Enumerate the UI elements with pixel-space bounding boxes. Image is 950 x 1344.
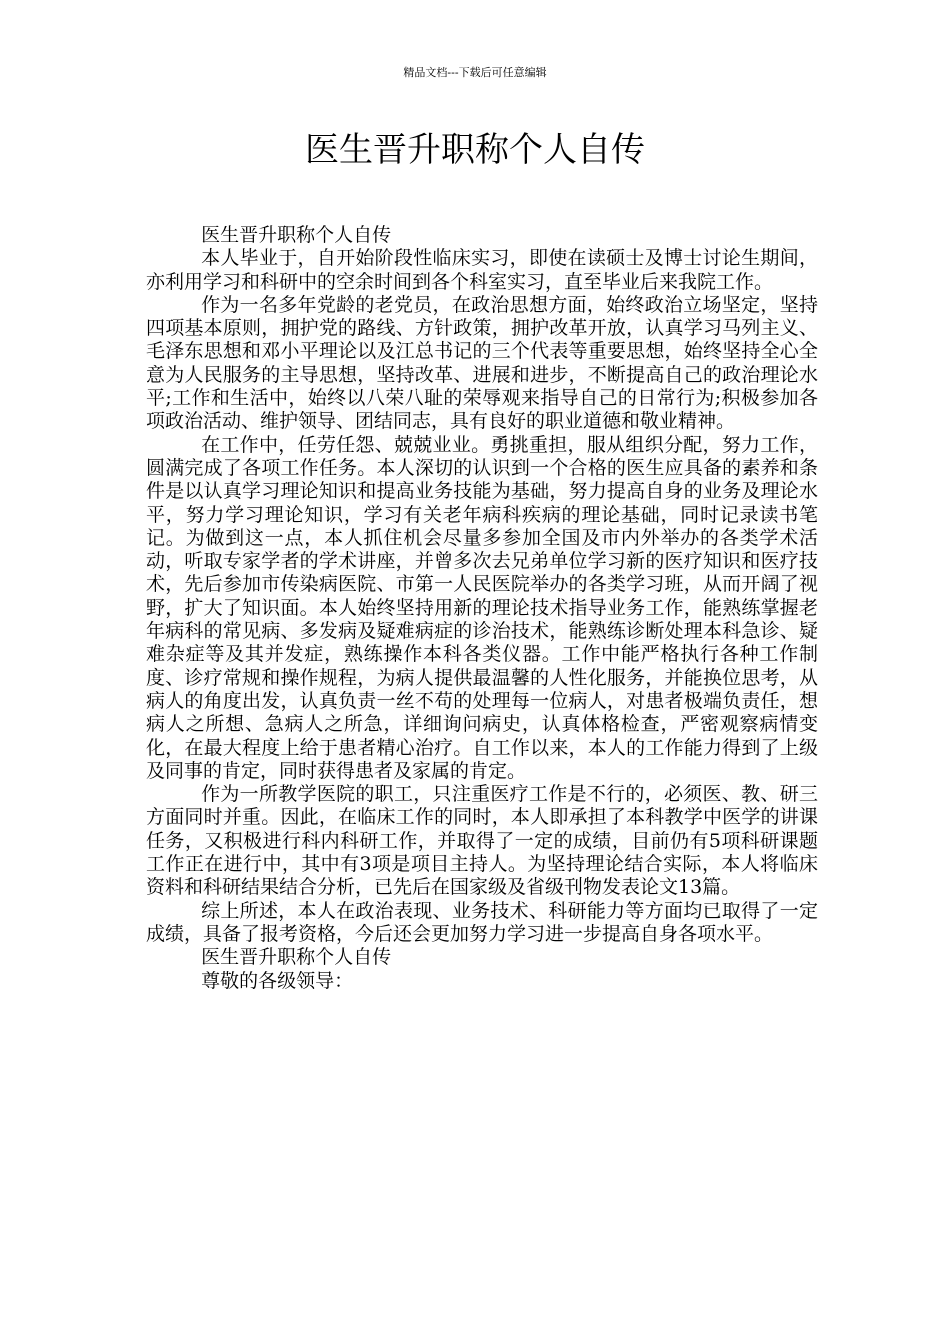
document-body — [146, 224, 818, 993]
paragraph-salutation: 尊敬的各级领导： — [201, 969, 354, 992]
paragraph-work: 在工作中，任劳任怨、兢兢业业。勇挑重担，服从组织分配，努力工作，圆满完成了各项工作任务。本人深切的认识到一个合格的医生应具备的素养和条件是以认真学习理论知识和提高业务技能为基础，努力提高自身的业务及理论水平，努力学习理论知识，学习有关老年病科疾病的理论基础，同时记录读书笔记。为做到这一点，本人抓住机会尽量多参加全国及市内外举办的各类学术活动，听取专家学者的学术讲座，并曾多次去兄弟单位学习新的医疗知识和医疗技术，先后参加市传染病医院、市第一人民医院举办的各类学习班，从而开阔了视野，扩大了知识面。本人始终坚持用新的理论技术指导业务工作，能熟练掌握老年病科的常见病、多发病及疑难病症的诊治技术，能熟练诊断处理本科急诊、疑难杂症等及其并发症，熟练操作本科各类仪器。工作中能严格执行各种工作制度、诊疗常规和操作规程，为病人提供最温馨的人性化服务，并能换位思考，从病人的角度出发，认真负责一丝不苟的处理每一位病人，对患者极端负责任，想病人之所想、急病人之所急，详细询问病史，认真体格检查，严密观察病情变化，在最大程度上给于患者精心治疗。自工作以来，本人的工作能力得到了上级及同事的肯定，同时获得患者及家属的肯定。 — [146, 433, 818, 782]
paragraph-political: 作为一名多年党龄的老党员，在政治思想方面，始终政治立场坚定，坚持四项基本原则，拥护党的路线、方针政策，拥护改革开放，认真学习马列主义、毛泽东思想和邓小平理论以及江总书记的三个代表等重要思想，始终坚持全心全意为人民服务的主导思想，坚持改革、进展和进步，不断提高自己的政治理论水平;工作和生活中，始终以八荣八耻的荣辱观来指导自己的日常行为;积极参加各项政治活动、维护领导、团结同志，具有良好的职业道德和敬业精神。 — [146, 293, 818, 433]
paragraph-teaching-research: 作为一所教学医院的职工，只注重医疗工作是不行的，必须医、教、研三方面同时并重。因此，在临床工作的同时，本人即承担了本科教学中医学的讲课任务，又积极进行科内科研工作，并取得了一定的成绩，目前仍有5项科研课题工作正在进行中，其中有3项是项目主持人。为坚持理论结合实际，本人将临床资料和科研结果结合分析，已先后在国家级及省级刊物发表论文13篇。 — [146, 783, 818, 899]
paragraph-education: 本人毕业于，自开始阶段性临床实习，即使在读硕士及博士讨论生期间，亦利用学习和科研中的空余时间到各个科室实习，直至毕业后来我院工作。 — [146, 247, 818, 293]
paragraph-second-title: 医生晋升职称个人自传 — [201, 946, 392, 969]
document-title: 医生晋升职称个人自传 — [305, 130, 645, 170]
paragraph-summary: 综上所述，本人在政治表现、业务技术、科研能力等方面均已取得了一定成绩，具备了报考资格，今后还会更加努力学习进一步提高自身各项水平。 — [146, 899, 818, 945]
paragraph-subtitle: 医生晋升职称个人自传 — [201, 224, 392, 246]
page-header-watermark: 精品文档---下载后可任意编辑 — [403, 66, 547, 79]
